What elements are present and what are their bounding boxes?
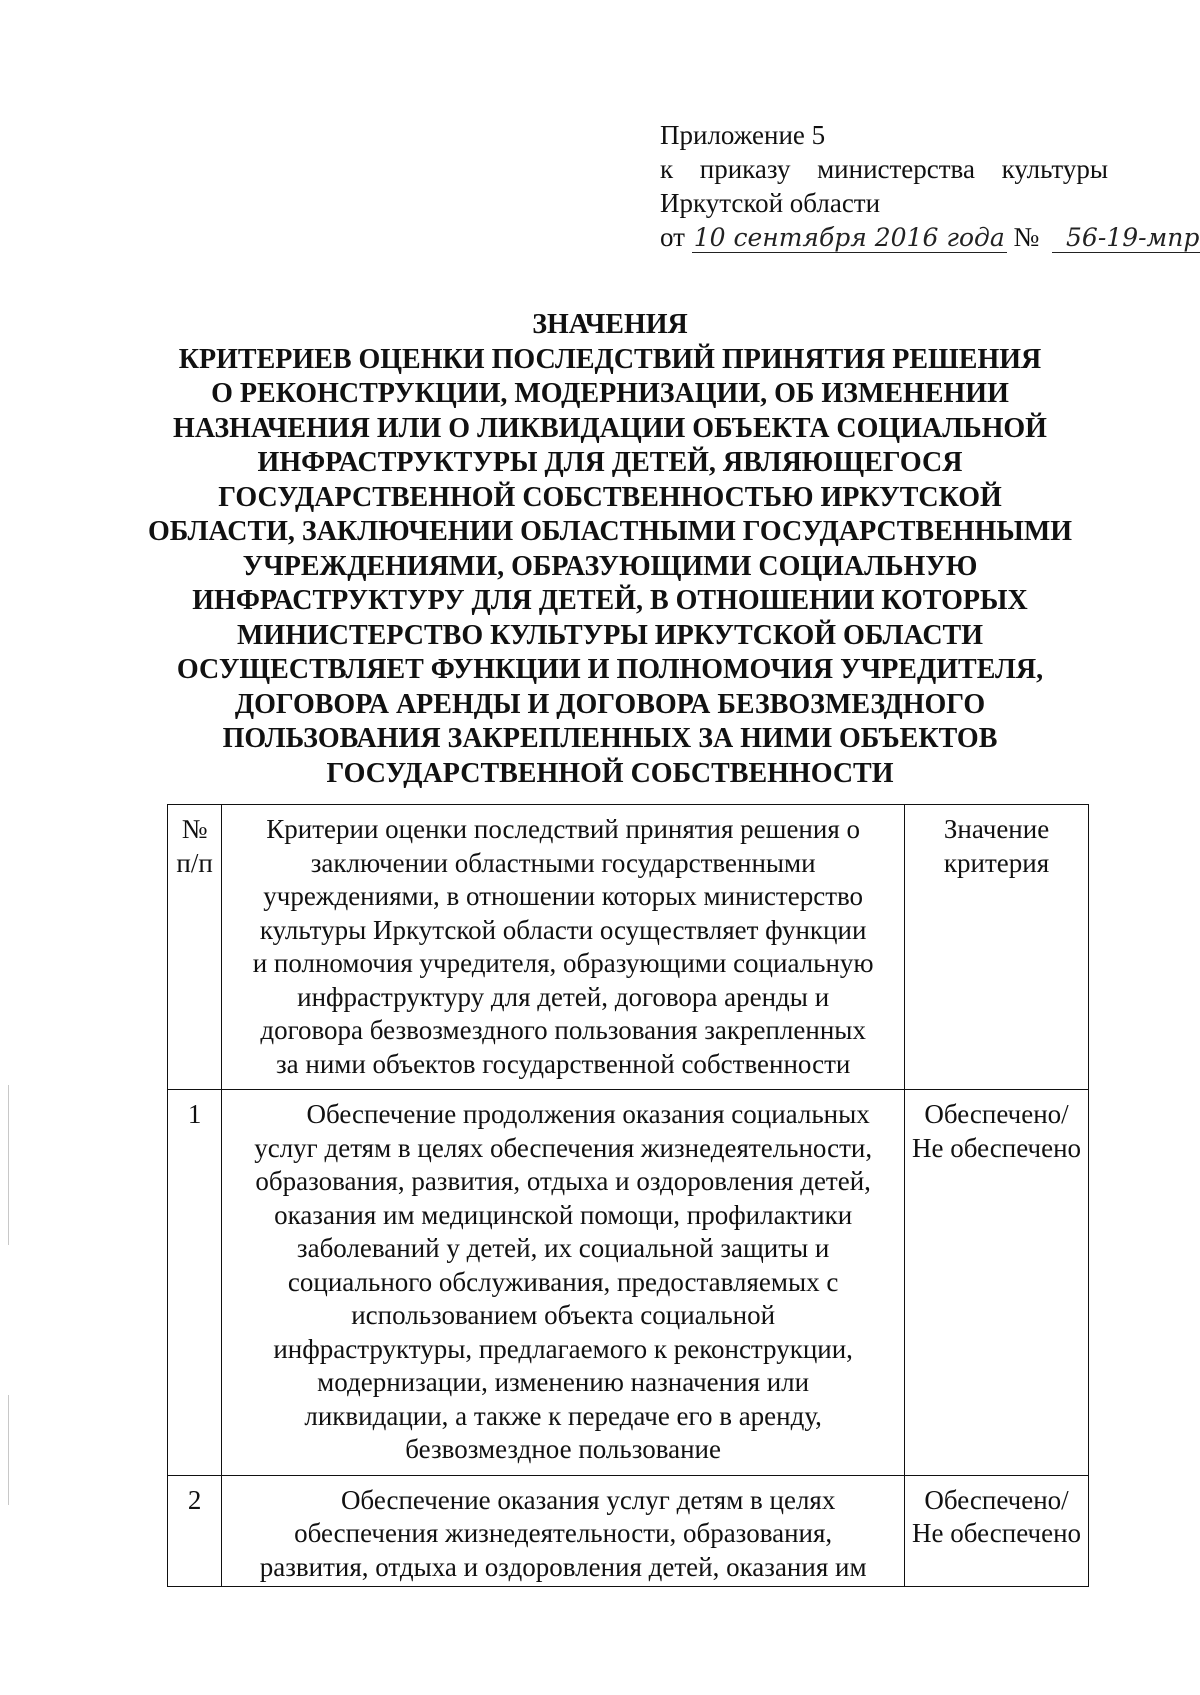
row-num-cell: 2	[168, 1475, 222, 1587]
heading-line: УЧРЕЖДЕНИЯМИ, ОБРАЗУЮЩИМИ СОЦИАЛЬНУЮ	[242, 550, 978, 582]
header-num-line: №	[181, 814, 208, 844]
row-criteria-line: образования, развития, отдыха и оздоровления детей,	[255, 1166, 871, 1196]
heading-line: ОСУЩЕСТВЛЯЕТ ФУНКЦИИ И ПОЛНОМОЧИЯ УЧРЕДИТЕЛЯ,	[176, 654, 1044, 685]
heading-line: ГОСУДАРСТВЕННОЙ СОБСТВЕННОСТИ	[326, 757, 894, 789]
row-value-line: Не обеспечено	[912, 1518, 1082, 1548]
heading-line: НАЗНАЧЕНИЯ ИЛИ О ЛИКВИДАЦИИ ОБЪЕКТА СОЦИАЛЬНОЙ	[173, 412, 1047, 444]
order-ref-word: к	[660, 154, 674, 184]
criteria-table	[167, 804, 1089, 1587]
header-criteria-line: и полномочия учредителя, образующими социальную	[252, 948, 874, 978]
header-criteria-line: учреждениями, в отношении которых министерство	[263, 881, 864, 911]
row-criteria-line: развития, отдыха и оздоровления детей, оказания им	[259, 1551, 867, 1582]
row-criteria-line: модернизации, изменению назначения или	[317, 1367, 810, 1397]
row-value-line: Не обеспечено	[912, 1132, 1082, 1163]
order-ref-word: приказу	[699, 154, 791, 184]
heading-line: ЗНАЧЕНИЯ	[532, 309, 688, 340]
document-heading	[130, 308, 1090, 791]
header-value-line: Значение	[943, 814, 1050, 844]
number-prefix: №	[1013, 222, 1040, 252]
appendix-title: Приложение 5	[660, 120, 826, 150]
appendix-region: Иркутской области	[660, 188, 881, 218]
heading-line: ДОГОВОРА АРЕНДЫ И ДОГОВОРА БЕЗВОЗМЕЗДНОГО	[234, 688, 986, 720]
heading-line: ИНФРАСТРУКТУРУ ДЛЯ ДЕТЕЙ, В ОТНОШЕНИИ КОТОРЫХ	[192, 585, 1028, 616]
heading-line: ИНФРАСТРУКТУРЫ ДЛЯ ДЕТЕЙ, ЯВЛЯЮЩЕГОСЯ	[257, 447, 963, 478]
appendix-order-ref	[660, 152, 1108, 186]
appendix-date-number	[660, 220, 1200, 254]
heading-line: О РЕКОНСТРУКЦИИ, МОДЕРНИЗАЦИИ, ОБ ИЗМЕНЕНИИ	[211, 378, 1009, 409]
row-criteria-line: безвозмездное пользование	[405, 1434, 721, 1464]
heading-line: ГОСУДАРСТВЕННОЙ СОБСТВЕННОСТЬЮ ИРКУТСКОЙ	[218, 481, 1002, 513]
header-value-cell	[905, 805, 1089, 1090]
row-criteria-line: Обеспечение продолжения оказания социальных	[306, 1099, 870, 1129]
header-criteria-line: договора безвозмездного пользования закрепленных	[260, 1015, 866, 1045]
order-ref-word: культуры	[1001, 154, 1108, 184]
row-criteria-line: ликвидации, а также к передаче его в аренду,	[304, 1400, 822, 1431]
row-criteria-cell	[222, 1090, 905, 1476]
row-criteria-line: использованием объекта социальной	[351, 1300, 776, 1330]
row-criteria-line: услуг детям в целях обеспечения жизнедеятельности,	[254, 1132, 873, 1163]
row-value-line: Обеспечено/	[924, 1484, 1069, 1515]
table-row	[168, 1090, 1089, 1476]
row-criteria-line: оказания им медицинской помощи, профилактики	[274, 1199, 853, 1230]
scan-edge-mark	[8, 1085, 9, 1245]
heading-line: КРИТЕРИЕВ ОЦЕНКИ ПОСЛЕДСТВИЙ ПРИНЯТИЯ РЕШЕНИЯ	[178, 343, 1042, 375]
appendix-block	[660, 118, 1200, 254]
date-prefix: от	[660, 222, 685, 252]
heading-line: ОБЛАСТИ, ЗАКЛЮЧЕНИИ ОБЛАСТНЫМИ ГОСУДАРСТВЕННЫМИ	[147, 516, 1073, 547]
header-num-line: п/п	[176, 847, 213, 878]
row-value-cell	[905, 1090, 1089, 1476]
header-criteria-line: инфраструктуру для детей, договора аренды и	[297, 981, 830, 1012]
header-criteria-line: за ними объектов государственной собственности	[275, 1048, 851, 1079]
header-criteria-line: культуры Иркутской области осуществляет функции	[259, 914, 867, 945]
row-criteria-line: инфраструктуры, предлагаемого к реконструкции,	[273, 1333, 853, 1364]
row-criteria-line: социального обслуживания, предоставляемых с	[287, 1266, 839, 1297]
scan-edge-mark	[8, 1395, 9, 1505]
row-criteria-cell	[222, 1475, 905, 1587]
row-criteria-line: Обеспечение оказания услуг детям в целях	[340, 1484, 836, 1515]
header-criteria-line: заключении областными государственными	[310, 847, 816, 878]
header-criteria-line: Критерии оценки последствий принятия решения о	[266, 814, 861, 844]
row-value-line: Обеспечено/	[924, 1099, 1069, 1129]
row-criteria-line: обеспечения жизнедеятельности, образования,	[294, 1518, 833, 1548]
handwritten-number: 56-19-мпр	[1052, 223, 1200, 253]
order-ref-word: министерства	[817, 154, 975, 184]
row-num-cell: 1	[168, 1090, 222, 1476]
header-criteria-cell	[222, 805, 905, 1090]
table-row	[168, 1475, 1089, 1587]
header-num-cell	[168, 805, 222, 1090]
row-value-cell	[905, 1475, 1089, 1587]
heading-line: МИНИСТЕРСТВО КУЛЬТУРЫ ИРКУТСКОЙ ОБЛАСТИ	[236, 619, 984, 651]
handwritten-date: 10 сентября 2016 года	[693, 223, 1005, 252]
table-header-row	[168, 805, 1089, 1090]
heading-line: ПОЛЬЗОВАНИЯ ЗАКРЕПЛЕННЫХ ЗА НИМИ ОБЪЕКТОВ	[222, 723, 998, 754]
row-criteria-line: заболеваний у детей, их социальной защиты и	[296, 1233, 830, 1263]
header-value-line: критерия	[943, 847, 1050, 878]
